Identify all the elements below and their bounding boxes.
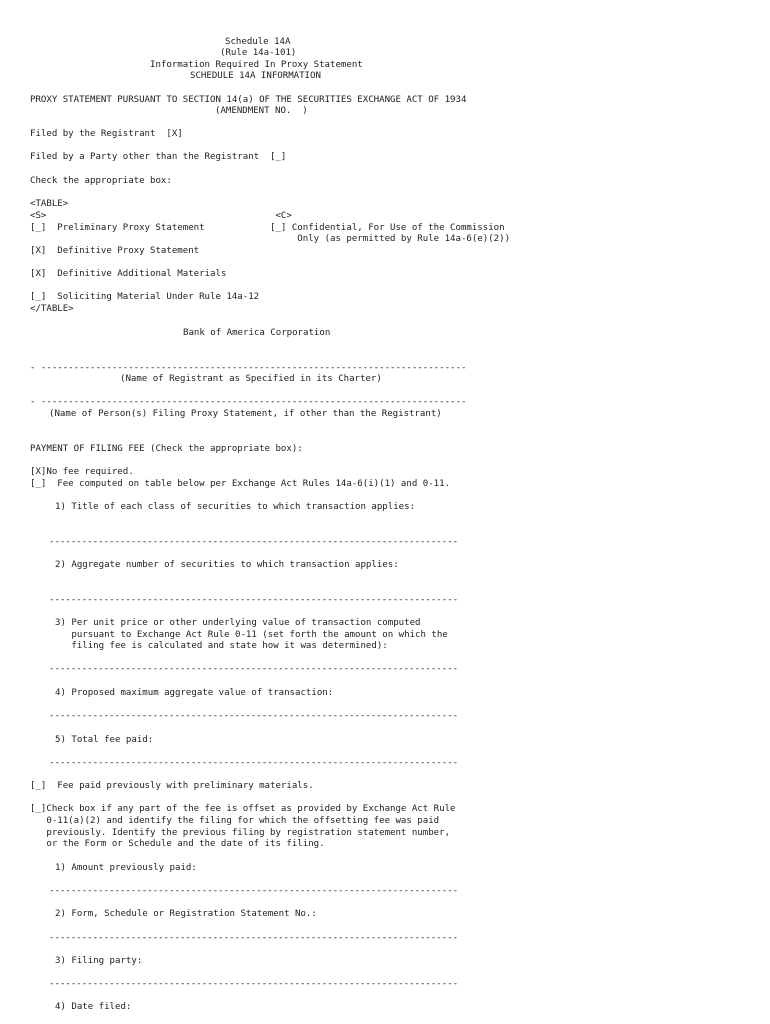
filed-by-other-party: Filed by a Party other than the Registrant [_]: [30, 152, 287, 162]
previous-item-4: 4) Date filed:: [55, 1002, 132, 1012]
registrant-name-caption: (Name of Registrant as Specified in its Charter): [120, 374, 382, 384]
divider: ---------------------------------------------------------------------------: [49, 595, 459, 605]
fee-item-2: 2) Aggregate number of securities to which transaction applies:: [55, 560, 399, 570]
divider: - ------------------------------------------------------------------------------: [30, 363, 467, 373]
table-columns-tag: <S> <C>: [30, 211, 292, 221]
option-additional-materials: [X] Definitive Additional Materials: [30, 269, 227, 279]
option-confidential-cont: Only (as permitted by Rule 14a-6(e)(2)): [30, 234, 511, 244]
registrant-name: Bank of America Corporation: [183, 328, 331, 338]
previous-item-3: 3) Filing party:: [55, 956, 143, 966]
fee-item-3-line-1: 3) Per unit price or other underlying value of transaction computed: [55, 618, 421, 628]
proxy-statement-title: PROXY STATEMENT PURSUANT TO SECTION 14(a) OF THE SECURITIES EXCHANGE ACT OF 1934: [30, 95, 467, 105]
fee-item-3-line-3: filing fee is calculated and state how it was determined):: [55, 641, 388, 651]
table-close-tag: </TABLE>: [30, 304, 74, 314]
offset-line-2: 0-11(a)(2) and identify the filing for which the offsetting fee was paid: [30, 816, 440, 826]
table-open-tag: <TABLE>: [30, 199, 69, 209]
option-soliciting-material: [_] Soliciting Material Under Rule 14a-12: [30, 292, 260, 302]
option-definitive-proxy: [X] Definitive Proxy Statement: [30, 246, 200, 256]
amendment-number: (AMENDMENT NO. ): [215, 106, 308, 116]
divider: - ------------------------------------------------------------------------------: [30, 397, 467, 407]
divider: ---------------------------------------------------------------------------: [49, 979, 459, 989]
fee-computed-option: [_] Fee computed on table below per Exchange Act Rules 14a-6(i)(1) and 0-11.: [30, 479, 451, 489]
info-required-heading: Information Required In Proxy Statement: [150, 60, 363, 70]
divider: ---------------------------------------------------------------------------: [49, 537, 459, 547]
offset-line-4: or the Form or Schedule and the date of its filing.: [30, 839, 325, 849]
fee-item-1: 1) Title of each class of securities to which transaction applies:: [55, 502, 416, 512]
divider: ---------------------------------------------------------------------------: [49, 886, 459, 896]
divider: ---------------------------------------------------------------------------: [49, 711, 459, 721]
divider: ---------------------------------------------------------------------------: [49, 664, 459, 674]
no-fee-required: [X]No fee required.: [30, 467, 134, 477]
offset-line-3: previously. Identify the previous filing by registration statement number,: [30, 828, 451, 838]
fee-item-4: 4) Proposed maximum aggregate value of transaction:: [55, 688, 334, 698]
rule-heading: (Rule 14a-101): [220, 48, 297, 58]
filer-name-caption: (Name of Person(s) Filing Proxy Statement, if other than the Registrant): [49, 409, 442, 419]
option-preliminary-proxy: [_] Preliminary Proxy Statement [_] Confidential, For Use of the Commission: [30, 223, 505, 233]
previous-item-2: 2) Form, Schedule or Registration Statement No.:: [55, 909, 317, 919]
payment-of-filing-fee-title: PAYMENT OF FILING FEE (Check the appropriate box):: [30, 444, 303, 454]
schedule-info-heading: SCHEDULE 14A INFORMATION: [190, 71, 321, 81]
check-appropriate-box: Check the appropriate box:: [30, 176, 172, 186]
schedule-heading: Schedule 14A: [225, 37, 291, 47]
previous-item-1: 1) Amount previously paid:: [55, 863, 197, 873]
fee-item-5: 5) Total fee paid:: [55, 735, 154, 745]
filed-by-registrant: Filed by the Registrant [X]: [30, 129, 183, 139]
fee-item-3-line-2: pursuant to Exchange Act Rule 0-11 (set forth the amount on which the: [55, 630, 448, 640]
divider: ---------------------------------------------------------------------------: [49, 933, 459, 943]
divider: ---------------------------------------------------------------------------: [49, 758, 459, 768]
offset-line-1: [_]Check box if any part of the fee is offset as provided by Exchange Act Rule: [30, 804, 456, 814]
fee-paid-previously: [_] Fee paid previously with preliminary materials.: [30, 781, 314, 791]
